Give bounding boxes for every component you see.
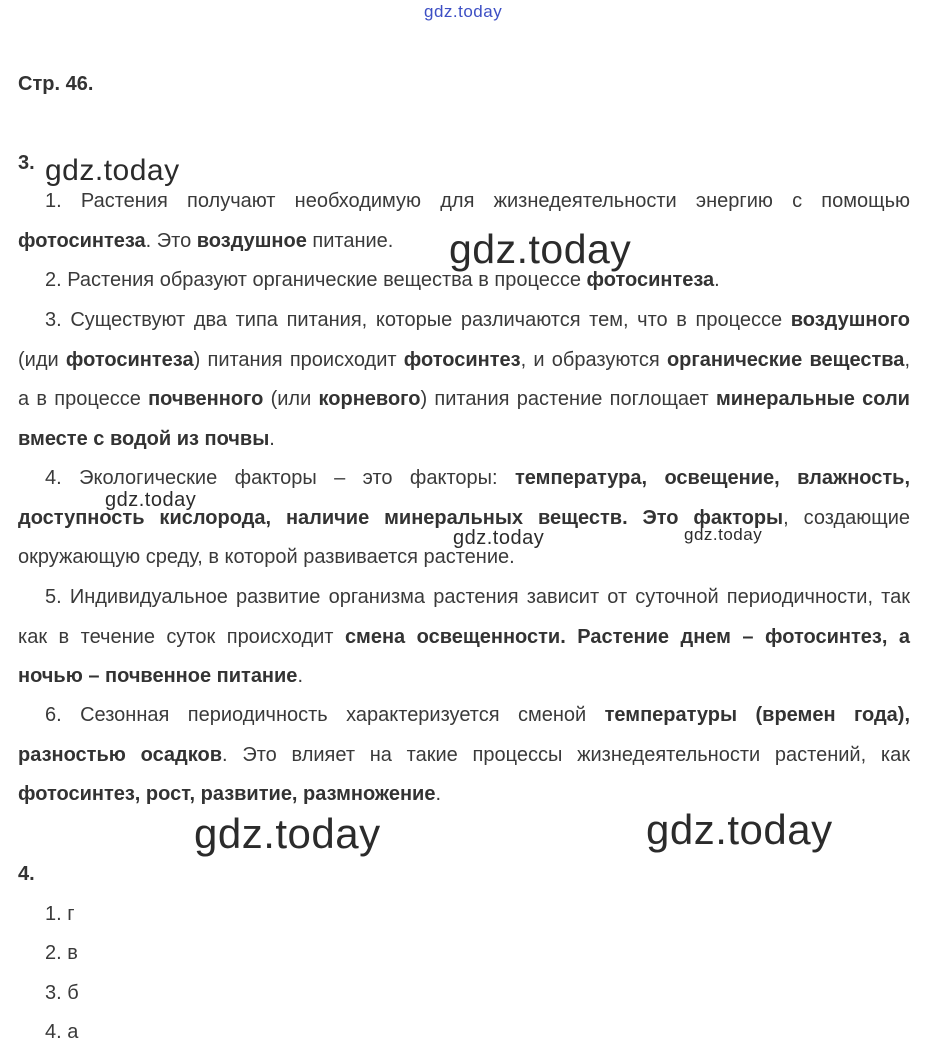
bold-term: воздушное — [196, 229, 307, 252]
text-run: 3. Существуют два типа питания, которые различаются тем, что в процессе — [45, 309, 791, 331]
text-run: . Это — [145, 229, 197, 252]
text-run: 5. Индивидуальное развитие организма растения зависит от суточной периодичности, так как в течение суток происходит — [18, 586, 910, 648]
watermark: gdz.today — [105, 489, 197, 511]
watermark: gdz.today — [646, 806, 833, 853]
bold-term: смена освещенности. Растение днем – фотосинтез, а ночью – почвенное питание — [18, 625, 910, 688]
task-3-paragraph-1 — [18, 182, 910, 261]
text-run: , создающие окружающую среду, в которой развивается растение. — [18, 506, 910, 569]
task-3-paragraph-2 — [18, 261, 910, 301]
page-heading: Стр. 46. — [18, 73, 94, 95]
watermark: gdz.today — [45, 154, 180, 187]
watermark: gdz.today — [449, 226, 632, 272]
text-run: питание. — [306, 229, 394, 252]
text-run: . — [269, 427, 275, 450]
text-run: . — [714, 269, 720, 291]
bold-term: минеральные соли вместе с водой из почвы — [18, 388, 910, 450]
watermark: gdz.today — [453, 527, 545, 549]
text-run: 1. Растения получают необходимую для жизнедеятельности энергию с помощью — [45, 190, 910, 212]
task-3-paragraph-6 — [18, 696, 910, 815]
text-run: ) питания происходит — [193, 348, 404, 371]
text-run: . Это влияет на такие процессы жизнедеятельности растений, как — [222, 743, 910, 766]
task-3-paragraph-3 — [18, 301, 910, 459]
text-run: , и образуются — [520, 348, 667, 371]
watermark: gdz.today — [684, 525, 763, 544]
text-run: . — [435, 783, 442, 806]
text-run: , а в процессе — [18, 348, 910, 411]
bold-term: фотосинтеза — [65, 348, 194, 371]
bold-term: воздушного — [790, 309, 910, 331]
task-3-paragraph-4 — [18, 459, 910, 578]
task-3-number: 3. — [18, 152, 35, 174]
bold-term: корневого — [318, 388, 421, 411]
text-run: 2. Растения образуют органические вещества в процессе — [45, 269, 587, 291]
bold-term: фотосинтез, рост, развитие, размножение — [18, 783, 436, 806]
bold-term: температуры (времен года), разностью осадков — [18, 704, 911, 766]
task-4-answer-1: 1. г — [45, 903, 75, 925]
bold-term: почвенного — [148, 388, 264, 411]
text-run: 4. Экологические факторы – это факторы: — [45, 467, 515, 489]
bold-term: органические вещества — [666, 348, 905, 371]
watermark-top: gdz.today — [424, 2, 503, 21]
task-3-paragraph-5 — [18, 578, 910, 697]
bold-term: фотосинтеза — [18, 229, 146, 252]
watermark: gdz.today — [194, 810, 381, 857]
task-4-answer-3: 3. б — [45, 982, 79, 1004]
text-run: . — [297, 665, 303, 688]
task-4-answer-4: 4. а — [45, 1021, 79, 1043]
task-4-answer-2: 2. в — [45, 942, 78, 964]
bold-term: температура, освещение, влажность, доступность кислорода, наличие минеральных веществ. Это факторы — [18, 467, 910, 529]
text-run: ) питания растение поглощает — [420, 388, 716, 411]
text-run: 6. Сезонная периодичность характеризуется сменой — [45, 704, 605, 726]
task-4-number: 4. — [18, 863, 35, 885]
bold-term: фотосинтез — [403, 348, 521, 371]
bold-term: фотосинтеза — [586, 269, 715, 291]
text-run: (иди — [18, 348, 66, 371]
text-run: (или — [263, 388, 319, 411]
